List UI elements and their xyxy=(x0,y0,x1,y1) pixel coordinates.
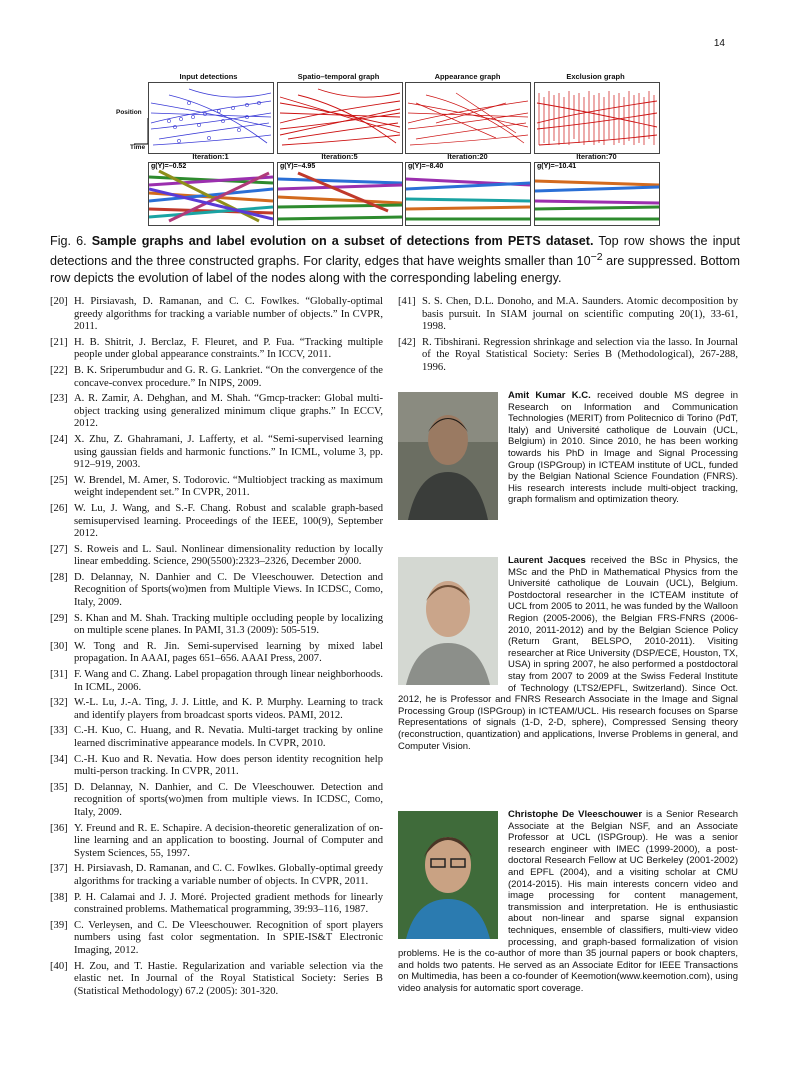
reference-number: [35] xyxy=(50,781,68,793)
reference-number: [27] xyxy=(50,543,68,555)
reference-number: [37] xyxy=(50,863,68,875)
panel-iteration-1 xyxy=(148,162,274,226)
bio-amit-text: received double MS degree in Research on Information and Communication Technologies (MERIT) from Politecnico di Torino (PdT, Italy) and Université catholique de Louvain (UCL, Belgium) in 2010. Since 2010, he has been working towards his PhD in Image and Signal Processing Group (ISPGroup) in ICTEAM institute of UCL, funded by the Belgian National Science Foundation (FNRS). His research interests include multi-object tracking, graph formalism and optimization theory. xyxy=(508,390,738,506)
reference-entry xyxy=(50,544,383,569)
reference-number: [31] xyxy=(50,669,68,681)
panel-iteration-70 xyxy=(534,162,660,226)
panel-title-appearance: Appearance graph xyxy=(434,72,501,81)
panel-appearance xyxy=(405,82,531,154)
reference-entry xyxy=(50,823,383,861)
reference-number: [28] xyxy=(50,571,68,583)
energy-iter1: g(Y)=–0.52 xyxy=(151,163,187,170)
figure-caption xyxy=(50,233,740,286)
reference-number: [24] xyxy=(50,433,68,445)
reference-text: B. K. Sriperumbudur and G. R. G. Lankriet. “On the convergence of the concave-convex procedure.” In NIPS, 2009. xyxy=(74,364,383,389)
bio-christophe-text: is a Senior Research Associate at the Belgian NSF, and an Associate Professor at UCL (ISPGroup). He was a senior research engineer with IMEC (1999-2000), a post-doctoral Research Fellow at UC Berkeley (2001-2002) and EPFL (2004), and a visiting scholar at CMU (2014-2015). His main interests concern video and image processing for content management, transmission and interpretation. He is enthusiastic about non-linear and sparse signal expansion techniques, ensemble of classifiers, multi-view video processing, and graph-based formalization of vision problems. He is the co-author of more than 35 journal papers or book chapters, and holds two patents. He served as an Associate Editor for IEEE Transactions on Multimedia, has been a co-founder of Keemotion(www.keemotion.com), using video analysis for automatic sport coverage. xyxy=(398,809,738,994)
panel-exclusion xyxy=(534,82,660,154)
bio-christophe-name: Christophe De Vleeschouwer xyxy=(508,809,643,820)
axis-position-label: Position xyxy=(116,109,142,116)
reference-number: [30] xyxy=(50,640,68,652)
reference-entry xyxy=(50,892,383,917)
label-tracks-iter70 xyxy=(535,163,659,225)
portrait-amit xyxy=(398,392,498,520)
energy-iter70: g(Y)=–10.41 xyxy=(537,163,577,170)
reference-entry xyxy=(50,863,383,888)
references-left-column xyxy=(50,296,383,1001)
reference-text: H. Zou, and T. Hastie. Regularization and variable selection via the elastic net. In Journal of the Royal Statistical Society: Series B (Statistical Methodology) 67.2 (2005): 301-320. xyxy=(74,960,383,997)
reference-number: [22] xyxy=(50,364,68,376)
iteration-label-1: Iteration:1 xyxy=(192,152,229,161)
reference-entry xyxy=(50,365,383,390)
reference-number: [34] xyxy=(50,753,68,765)
reference-number: [36] xyxy=(50,822,68,834)
bio-laurent xyxy=(398,555,738,752)
reference-text: C.-H. Kuo, C. Huang, and R. Nevatia. Multi-target tracking by online learned discriminative appearance models. In CVPR, 2010. xyxy=(74,725,383,749)
reference-text: S. Roweis and L. Saul. Nonlinear dimensionality reduction by locally linear embedding. Science, 290(5500):2323–2326, December 2000. xyxy=(74,543,383,568)
reference-text: C.-H. Kuo and R. Nevatia. How does person identity recognition help multi-person tracking. In CVPR, 2011. xyxy=(74,753,383,778)
panel-title-spatio: Spatio–temporal graph xyxy=(297,72,380,81)
reference-entry xyxy=(50,296,383,334)
reference-number: [29] xyxy=(50,612,68,624)
reference-text: D. Delannay, N. Danhier and C. De Vleeschouwer. Detection and Recognition of Sports(wo)men from Multiple Views. In ICDSC, Como, Italy, 2009. xyxy=(74,571,383,609)
reference-entry xyxy=(50,961,383,999)
reference-text: R. Tibshirani. Regression shrinkage and selection via the lasso. In Journal of the Royal Statistical Society: Series B (Methodological), 267-288, 1996. xyxy=(422,336,738,373)
iteration-label-20: Iteration:20 xyxy=(447,152,488,161)
reference-text: A. R. Zamir, A. Dehghan, and M. Shah. “Gmcp-tracker: Global multi-object tracking using generalized minimum clique graphs.” In ECCV, 2012. xyxy=(74,393,383,430)
panel-spatio-temporal xyxy=(277,82,403,154)
reference-number: [38] xyxy=(50,891,68,903)
reference-entry xyxy=(50,434,383,472)
reference-entry xyxy=(50,920,383,958)
reference-text: W.-L. Lu, J.-A. Ting, J. J. Little, and K. P. Murphy. Learning to track and identify players from broadcast sports videos. PAMI, 2012. xyxy=(74,697,383,721)
reference-text: H. Pirsiavash, D. Ramanan, and C. C. Fowlkes. Globally-optimal greedy algorithms for tracking a variable number of objects. In CVPR, 2011. xyxy=(74,863,383,887)
caption-sup: −2 xyxy=(590,251,603,264)
caption-text: Top row shows the input detections and the three constructed graphs. For clarity, edges that have weights smaller than 10 xyxy=(50,234,740,269)
reference-text: P. H. Calamai and J. J. Moré. Projected gradient methods for linearly constrained problems. Mathematical programming, 39:93–116, 1987. xyxy=(74,891,383,916)
reference-number: [32] xyxy=(50,697,68,709)
reference-text: F. Wang and C. Zhang. Label propagation through linear neighborhoods. In ICML, 2006. xyxy=(74,669,383,693)
caption-bold: Sample graphs and label evolution on a subset of detections from PETS dataset. xyxy=(91,234,594,248)
bio-amit-name: Amit Kumar K.C. xyxy=(508,390,591,401)
energy-iter20: g(Y)=–8.40 xyxy=(408,163,444,170)
reference-text: C. Verleysen, and C. De Vleeschouwer. Recognition of sport players numbers using fast color segmentation. In SPIE-IS&T Electronic Imaging, 2012. xyxy=(74,919,383,956)
reference-number: [42] xyxy=(398,336,416,348)
reference-number: [23] xyxy=(50,393,68,405)
label-tracks-iter5 xyxy=(278,163,402,225)
figure-6 xyxy=(116,72,676,228)
reference-text: W. Lu, J. Wang, and S.-F. Chang. Robust and scalable graph-based semisupervised learning. Proceedings of the IEEE, 100(9), September 2012. xyxy=(74,502,383,540)
reference-entry xyxy=(50,572,383,610)
portrait-christophe xyxy=(398,811,498,939)
reference-entry xyxy=(50,725,383,750)
bio-amit xyxy=(398,390,738,522)
panel-iteration-5 xyxy=(277,162,403,226)
bio-laurent-name: Laurent Jacques xyxy=(508,555,586,566)
reference-text: W. Brendel, M. Amer, S. Todorovic. “Multiobject tracking as maximum weight independent set.” In CVPR, 2011. xyxy=(74,474,383,499)
reference-entry xyxy=(50,669,383,694)
reference-number: [39] xyxy=(50,919,68,931)
iteration-label-70: Iteration:70 xyxy=(576,152,617,161)
panel-iteration-20 xyxy=(405,162,531,226)
panel-input-detections xyxy=(148,82,274,154)
bio-christophe xyxy=(398,809,738,995)
reference-text: S. Khan and M. Shah. Tracking multiple occluding people by localizing on multiple scene planes. In PAMI, 31.3 (2009): 505-519. xyxy=(74,612,383,637)
reference-number: [33] xyxy=(50,725,68,737)
reference-entry xyxy=(50,754,383,779)
reference-text: X. Zhu, Z. Ghahramani, J. Lafferty, et al. “Semi-supervised learning using gaussian fields and harmonic functions.” In ICML, volume 3, pp. 912–919, 2003. xyxy=(74,433,383,471)
bio-laurent-text: received the BSc in Physics, the MSc and the PhD in Mathematical Physics from the Université catholique de Louvain (UCL), Belgium. Postdoctoral researcher in the ICTEAM institute of UCL from 2005 to 2011, he was funded by the Walloon Region (2005-2006), the Belgian FRS-FNRS (2006-2010, 2011-2012) and by the Belgian Science Policy (Return Grant, BELSPO, 2010-2011). Visiting researcher at Rice University (DSP/ECE, Houston, TX, USA) in spring 2007, he also performed a postdoctoral stay from 2007 to 2009 at the Swiss Federal Institute of Technology (LTS2/EPFL, Switzerland). Since Oct. 2012, he is Professor and FNRS Research Associate in the Image and Signal Processing Group (ISPGroup) in ICTEAM/UCL. His research focuses on Sparse Representations of signals (1-D, 2-D, sphere), Compressed Sensing theory (reconstruction, quantization) and applications, Inverse Problems in general, and Computer Vision. xyxy=(398,555,739,752)
reference-entry xyxy=(50,503,383,541)
iteration-label-5: Iteration:5 xyxy=(321,152,358,161)
energy-iter5: g(Y)=–4.95 xyxy=(280,163,316,170)
reference-number: [41] xyxy=(398,296,416,307)
reference-number: [20] xyxy=(50,296,68,307)
reference-text: S. S. Chen, D.L. Donoho, and M.A. Saunders. Atomic decomposition by basis pursuit. In SIAM journal on scientific computing 20(1), 33-61, 1998. xyxy=(422,296,738,333)
reference-entry xyxy=(50,641,383,666)
caption-text2: are suppressed. Bottom row depicts the evolution of label of the nodes along with the corresponding labeling energy. xyxy=(50,254,740,285)
reference-entry xyxy=(50,393,383,431)
reference-entry xyxy=(50,337,383,362)
reference-text: H. Pirsiavash, D. Ramanan, and C. C. Fowlkes. “Globally-optimal greedy algorithms for tracking a variable number of objects.” In CVPR, 2011. xyxy=(74,296,383,333)
reference-text: Y. Freund and R. E. Schapire. A decision-theoretic generalization of on-line learning and an application to boosting. Journal of Computer and System Sciences, 55, 1997. xyxy=(74,822,383,859)
reference-number: [26] xyxy=(50,502,68,514)
reference-number: [25] xyxy=(50,474,68,486)
page-number: 14 xyxy=(713,38,725,49)
reference-text: H. B. Shitrit, J. Berclaz, F. Fleuret, and P. Fua. “Tracking multiple people under global appearance constraints.” In ICCV, 2011. xyxy=(74,336,383,361)
reference-entry xyxy=(50,613,383,638)
reference-entry xyxy=(50,475,383,500)
reference-text: D. Delannay, N. Danhier, and C. De Vleeschouwer. Detection and recognition of sports(wo)men from multiple views. In ICDSC, Como, Italy, 2009. xyxy=(74,781,383,818)
reference-entry xyxy=(50,782,383,820)
caption-label: Fig. 6. xyxy=(50,234,87,248)
portrait-laurent xyxy=(398,557,498,685)
references-right-column xyxy=(398,296,738,378)
reference-entry xyxy=(50,697,383,722)
reference-number: [21] xyxy=(50,336,68,348)
label-tracks-iter1 xyxy=(149,163,273,225)
label-tracks-iter20 xyxy=(406,163,530,225)
reference-text: W. Tong and R. Jin. Semi-supervised learning by mixed label propagation. In AAAI, pages 651–656. AAAI Press, 2007. xyxy=(74,640,383,665)
panel-title-exclusion: Exclusion graph xyxy=(566,72,625,81)
axis-time-label: Time xyxy=(130,144,146,151)
reference-entry xyxy=(398,296,738,334)
reference-number: [40] xyxy=(50,960,68,972)
panel-title-input: Input detections xyxy=(179,72,238,81)
reference-entry xyxy=(398,337,738,375)
